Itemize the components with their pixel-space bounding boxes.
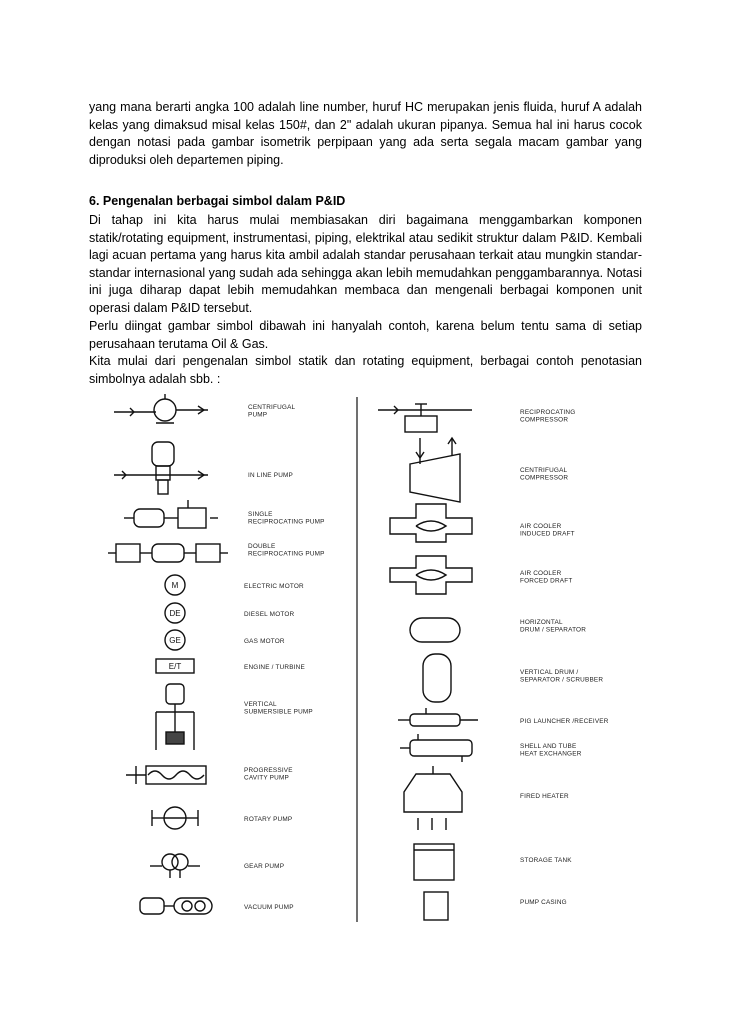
body-paragraph-2: Perlu diingat gambar simbol dibawah ini hanyalah contoh, karena belum tentu sama di setiap perusahaan terutama Oil & Gas.: [89, 319, 642, 351]
engine-turbine-icon: [156, 659, 194, 673]
vacuum-pump-icon: [140, 898, 212, 914]
centrifugal-pump-icon: [114, 394, 208, 423]
single-reciprocating-pump-icon: [124, 500, 218, 528]
in-line-pump-icon: [114, 442, 208, 494]
svg-text:PUMP CASING: PUMP CASING: [520, 899, 567, 906]
svg-text:DOUBLERECIPROCATING PUMP: DOUBLE RECIPROCATING PUMP: [248, 543, 325, 558]
intro-paragraph: yang mana berarti angka 100 adalah line number, huruf HC merupakan jenis fluida, huruf A adalah kelas yang dimaksud misal kelas 150#, dan 2" adalah ukuran pipanya. Semua hal ini harus cocok dengan notasi pada gambar isometrik perpipaan yang ada serta segala macam gambar yang diproduksi oleh departemen piping.: [89, 100, 642, 167]
svg-text:SHELL AND TUBEHEAT EXCHANGER: SHELL AND TUBE HEAT EXCHANGER: [520, 743, 582, 758]
svg-text:VERTICAL DRUM /SEPARATOR / SCR: VERTICAL DRUM / SEPARATOR / SCRUBBER: [520, 669, 604, 684]
rotary-pump-icon: [152, 807, 198, 829]
svg-text:PIG LAUNCHER /RECEIVER: PIG LAUNCHER /RECEIVER: [520, 718, 609, 725]
svg-text:IN LINE PUMP: IN LINE PUMP: [248, 472, 294, 479]
horizontal-drum-icon: [410, 618, 460, 642]
centrifugal-compressor-icon: [410, 438, 460, 502]
svg-text:VACUUM PUMP: VACUUM PUMP: [244, 904, 294, 911]
air-cooler-forced-draft-icon: [390, 556, 472, 594]
body-paragraph-1: Di tahap ini kita harus mulai membiasakan diri bagaimana menggambarkan komponen statik/rotating equipment, instrumentasi, piping, elektrikal atau sedikit struktur dalam P&ID. Kembali lagi acuan pertama yang harus kita ambil adalah standar perusahaan terkait atau mungkin standar-standar internasional yang sudah ada sehingga akan lebih memudahkan penggambarannya. Notasi ini juga diharap dapat lebih memudahkan membaca dan mengenali berbagai komponen unit operasi dalam P&ID tersebut.: [89, 213, 642, 315]
pump-casing-icon: [424, 892, 448, 920]
vertical-submersible-pump-icon: [156, 684, 194, 750]
pid-symbol-figure: [100, 392, 640, 932]
right-labels: [520, 409, 609, 906]
svg-text:M: M: [171, 581, 179, 590]
svg-text:ROTARY PUMP: ROTARY PUMP: [244, 816, 293, 823]
svg-text:ENGINE / TURBINE: ENGINE / TURBINE: [244, 664, 305, 671]
svg-text:DE: DE: [169, 609, 181, 618]
left-labels: [244, 404, 325, 911]
svg-text:PROGRESSIVECAVITY PUMP: PROGRESSIVE CAVITY PUMP: [244, 767, 293, 782]
svg-text:VERTICALSUBMERSIBLE PUMP: VERTICAL SUBMERSIBLE PUMP: [244, 701, 313, 716]
electric-motor-icon: [165, 575, 185, 595]
section-heading: 6. Pengenalan berbagai simbol dalam P&ID: [89, 194, 346, 208]
svg-text:HORIZONTALDRUM / SEPARATOR: HORIZONTAL DRUM / SEPARATOR: [520, 619, 587, 634]
pig-launcher-icon: [398, 708, 478, 726]
symbol-chart: [100, 392, 640, 932]
fired-heater-icon: [404, 766, 462, 830]
body-paragraph-3: Kita mulai dari pengenalan simbol statik dan rotating equipment, berbagai contoh penotasian simbolnya adalah sbb. :: [89, 354, 642, 386]
reciprocating-compressor-icon: [378, 404, 472, 432]
svg-text:AIR COOLERFORCED DRAFT: AIR COOLER FORCED DRAFT: [520, 570, 573, 585]
svg-text:AIR COOLERINDUCED DRAFT: AIR COOLER INDUCED DRAFT: [520, 523, 575, 538]
gear-pump-icon: [150, 854, 200, 878]
progressive-cavity-pump-icon: [126, 766, 206, 784]
svg-text:DIESEL MOTOR: DIESEL MOTOR: [244, 611, 295, 618]
gas-motor-icon: [165, 630, 185, 650]
svg-text:CENTRIFUGALCOMPRESSOR: CENTRIFUGAL COMPRESSOR: [520, 467, 569, 482]
svg-text:E/T: E/T: [168, 662, 182, 671]
diesel-motor-icon: [165, 603, 185, 623]
svg-text:CENTRIFUGALPUMP: CENTRIFUGAL PUMP: [248, 404, 296, 419]
storage-tank-icon: [414, 844, 454, 880]
vertical-drum-icon: [423, 654, 451, 702]
svg-text:RECIPROCATINGCOMPRESSOR: RECIPROCATING COMPRESSOR: [520, 409, 576, 424]
svg-text:GAS MOTOR: GAS MOTOR: [244, 638, 285, 645]
svg-text:GEAR PUMP: GEAR PUMP: [244, 863, 285, 870]
svg-text:FIRED HEATER: FIRED HEATER: [520, 793, 569, 800]
shell-and-tube-icon: [400, 734, 472, 762]
air-cooler-induced-draft-icon: [390, 504, 472, 542]
svg-text:GE: GE: [169, 636, 181, 645]
svg-text:ELECTRIC MOTOR: ELECTRIC MOTOR: [244, 583, 304, 590]
svg-text:STORAGE TANK: STORAGE TANK: [520, 857, 572, 864]
svg-text:SINGLERECIPROCATING PUMP: SINGLE RECIPROCATING PUMP: [248, 511, 325, 526]
double-reciprocating-pump-icon: [108, 544, 228, 562]
